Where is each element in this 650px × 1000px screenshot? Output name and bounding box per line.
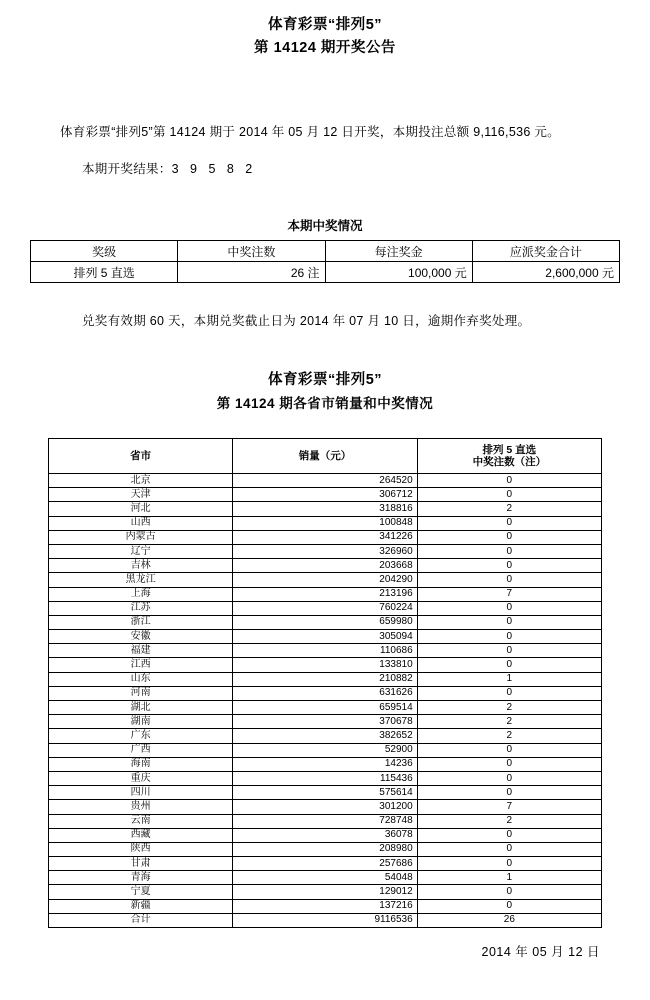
province-sales: 137216 (233, 899, 417, 913)
prize-total: 2,600,000 元 (472, 262, 619, 283)
province-sales: 14236 (233, 757, 417, 771)
table-row (49, 544, 602, 558)
prize-table-header-row (31, 241, 620, 262)
province-sales: 370678 (233, 715, 417, 729)
province-bets: 2 (417, 729, 601, 743)
province-name: 辽宁 (49, 544, 233, 558)
table-row (49, 601, 602, 615)
province-sales: 382652 (233, 729, 417, 743)
province-bets: 0 (417, 644, 601, 658)
province-sales: 203668 (233, 559, 417, 573)
province-name: 内蒙古 (49, 530, 233, 544)
province-name: 重庆 (49, 771, 233, 785)
draw-result-digits: 3 9 5 8 2 (171, 162, 257, 176)
prize-col-count: 中奖注数 (178, 241, 325, 262)
province-name: 海南 (49, 757, 233, 771)
province-sales: 208980 (233, 842, 417, 856)
prize-col-per-bet: 每注奖金 (325, 241, 472, 262)
province-name: 天津 (49, 488, 233, 502)
province-name: 山西 (49, 516, 233, 530)
province-bets: 0 (417, 630, 601, 644)
table-row (49, 516, 602, 530)
prize-table (30, 240, 620, 283)
table-row (49, 899, 602, 913)
table-row (49, 587, 602, 601)
province-name: 上海 (49, 587, 233, 601)
header-line-1: 体育彩票“排列5” (267, 17, 383, 33)
province-sales: 129012 (233, 885, 417, 899)
province-bets: 0 (417, 885, 601, 899)
table-row (49, 800, 602, 814)
table-row (49, 913, 602, 927)
province-sales: 133810 (233, 658, 417, 672)
province-name: 云南 (49, 814, 233, 828)
province-name: 广东 (49, 729, 233, 743)
province-bets: 0 (417, 899, 601, 913)
province-sales: 257686 (233, 857, 417, 871)
province-title-line-1: 体育彩票“排列5” (267, 372, 383, 388)
province-name: 湖南 (49, 715, 233, 729)
province-col-sales: 销量（元） (233, 439, 417, 474)
province-bets: 1 (417, 871, 601, 885)
table-row (49, 885, 602, 899)
province-bets: 0 (417, 516, 601, 530)
province-name: 甘肃 (49, 857, 233, 871)
province-name: 青海 (49, 871, 233, 885)
table-row (49, 757, 602, 771)
prize-level: 排列 5 直选 (31, 262, 178, 283)
province-name: 陕西 (49, 842, 233, 856)
intro-paragraph-3: 兑奖有效期 60 天，本期兑奖截止日为 2014 年 07 月 10 日，逾期作弃奖处理。 (82, 314, 531, 328)
province-sales: 306712 (233, 488, 417, 502)
province-sales: 9116536 (233, 913, 417, 927)
draw-result-line (30, 159, 620, 179)
table-row (49, 559, 602, 573)
province-bets: 7 (417, 800, 601, 814)
province-section-title (30, 368, 620, 416)
province-bets: 0 (417, 530, 601, 544)
province-bets: 0 (417, 474, 601, 488)
table-row (49, 771, 602, 785)
province-bets: 0 (417, 488, 601, 502)
table-row (49, 729, 602, 743)
province-col-bets-line2: 中奖注数（注） (472, 456, 547, 468)
table-row (49, 871, 602, 885)
table-row (49, 743, 602, 757)
province-sales: 575614 (233, 786, 417, 800)
province-bets: 0 (417, 857, 601, 871)
province-bets: 26 (417, 913, 601, 927)
table-row (49, 474, 602, 488)
province-name: 江西 (49, 658, 233, 672)
table-row (49, 814, 602, 828)
province-bets: 0 (417, 559, 601, 573)
province-sales: 326960 (233, 544, 417, 558)
province-sales: 301200 (233, 800, 417, 814)
table-row (49, 786, 602, 800)
province-bets: 0 (417, 573, 601, 587)
province-name: 北京 (49, 474, 233, 488)
table-row (49, 842, 602, 856)
province-col-bets-line1: 排列 5 直选 (482, 444, 537, 456)
province-bets: 1 (417, 672, 601, 686)
province-sales: 305094 (233, 630, 417, 644)
province-sales: 210882 (233, 672, 417, 686)
document-header (30, 14, 620, 59)
table-row (31, 262, 620, 283)
province-name: 湖北 (49, 701, 233, 715)
table-row (49, 644, 602, 658)
province-col-name: 省市 (49, 439, 233, 474)
province-sales: 110686 (233, 644, 417, 658)
province-bets: 2 (417, 701, 601, 715)
province-sales: 100848 (233, 516, 417, 530)
province-name: 宁夏 (49, 885, 233, 899)
province-bets: 0 (417, 743, 601, 757)
province-table-wrapper (30, 438, 620, 928)
province-sales: 631626 (233, 686, 417, 700)
province-sales: 54048 (233, 871, 417, 885)
province-name: 浙江 (49, 615, 233, 629)
province-name: 贵州 (49, 800, 233, 814)
province-bets: 0 (417, 601, 601, 615)
province-sales: 204290 (233, 573, 417, 587)
province-bets: 0 (417, 686, 601, 700)
province-name: 黑龙江 (49, 573, 233, 587)
province-bets: 0 (417, 786, 601, 800)
table-row (49, 488, 602, 502)
province-sales: 52900 (233, 743, 417, 757)
prize-count: 26 注 (178, 262, 325, 283)
province-table-body (49, 474, 602, 928)
table-row (49, 715, 602, 729)
province-bets: 7 (417, 587, 601, 601)
province-name: 河北 (49, 502, 233, 516)
province-sales: 728748 (233, 814, 417, 828)
province-sales: 36078 (233, 828, 417, 842)
province-name: 河南 (49, 686, 233, 700)
draw-result-label: 本期开奖结果： (82, 162, 172, 176)
province-sales: 659514 (233, 701, 417, 715)
province-sales: 341226 (233, 530, 417, 544)
table-row (49, 630, 602, 644)
table-row (49, 828, 602, 842)
prize-col-level: 奖级 (31, 241, 178, 262)
table-row (49, 857, 602, 871)
province-bets: 2 (417, 715, 601, 729)
province-name: 安徽 (49, 630, 233, 644)
province-name: 西藏 (49, 828, 233, 842)
province-sales: 659980 (233, 615, 417, 629)
province-name: 吉林 (49, 559, 233, 573)
prize-section-title: 本期中奖情况 (287, 219, 363, 233)
province-sales: 318816 (233, 502, 417, 516)
province-name: 四川 (49, 786, 233, 800)
province-bets: 0 (417, 544, 601, 558)
province-table (48, 438, 602, 928)
province-bets: 0 (417, 842, 601, 856)
table-row (49, 573, 602, 587)
province-table-header-row (49, 439, 602, 474)
province-bets: 0 (417, 615, 601, 629)
province-name: 山东 (49, 672, 233, 686)
prize-col-total: 应派奖金合计 (472, 241, 619, 262)
table-row (49, 530, 602, 544)
province-sales: 264520 (233, 474, 417, 488)
table-row (49, 686, 602, 700)
province-name: 新疆 (49, 899, 233, 913)
province-bets: 0 (417, 658, 601, 672)
province-bets: 0 (417, 757, 601, 771)
table-row (49, 615, 602, 629)
footer-date: 2014 年 05 月 12 日 (481, 945, 600, 959)
province-bets: 0 (417, 828, 601, 842)
province-bets: 2 (417, 502, 601, 516)
table-row (49, 672, 602, 686)
province-col-bets (417, 439, 601, 474)
province-name: 广西 (49, 743, 233, 757)
province-name: 江苏 (49, 601, 233, 615)
header-line-2: 第 14124 期开奖公告 (254, 40, 396, 56)
province-sales: 213196 (233, 587, 417, 601)
province-name: 合计 (49, 913, 233, 927)
table-row (49, 658, 602, 672)
table-row (49, 502, 602, 516)
province-bets: 0 (417, 771, 601, 785)
province-bets: 2 (417, 814, 601, 828)
province-title-line-2: 第 14124 期各省市销量和中奖情况 (216, 396, 434, 411)
province-sales: 115436 (233, 771, 417, 785)
province-sales: 760224 (233, 601, 417, 615)
table-row (49, 701, 602, 715)
province-name: 福建 (49, 644, 233, 658)
prize-per-bet: 100,000 元 (325, 262, 472, 283)
intro-paragraph-1: 体育彩票“排列5”第 14124 期于 2014 年 05 月 12 日开奖，本期投注总额 9,116,536 元。 (60, 125, 560, 139)
